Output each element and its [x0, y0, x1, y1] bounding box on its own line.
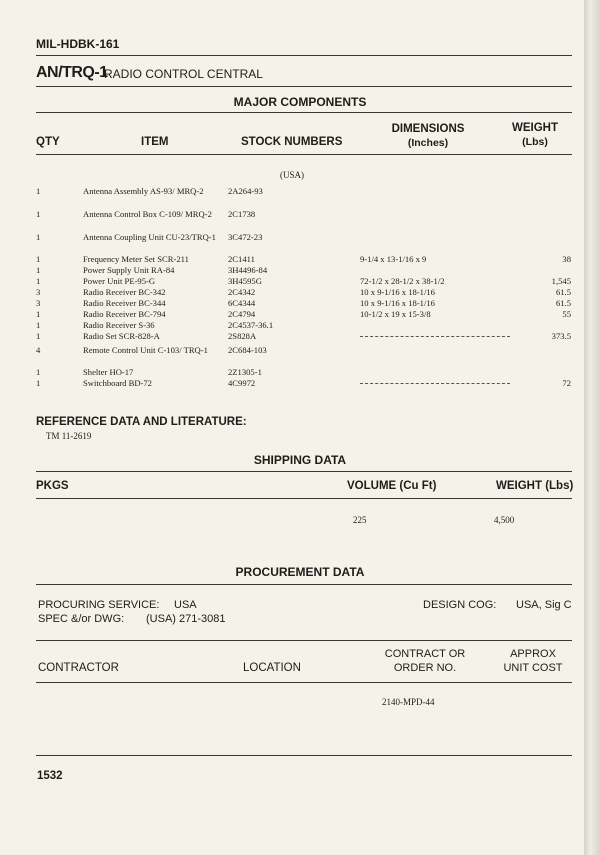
qty-cell: 1: [36, 232, 41, 242]
col-shipping-weight-header: WEIGHT (Lbs): [496, 480, 574, 492]
col-contract-header-1: CONTRACT OR: [384, 648, 466, 660]
weight-cell: 38: [562, 254, 571, 264]
item-cell: Radio Receiver BC-342: [83, 287, 166, 297]
procurement-heading: PROCUREMENT DATA: [235, 565, 365, 579]
weight-cell: 1,545: [551, 276, 571, 286]
item-cell: Power Unit PE-95-G: [83, 276, 156, 286]
qty-cell: 1: [36, 378, 41, 388]
weight-cell: 55: [562, 309, 571, 319]
major-components-heading: MAJOR COMPONENTS: [233, 95, 367, 109]
col-pkgs-header: PKGS: [36, 480, 69, 492]
item-cell: Antenna Assembly AS-93/ MRQ-2: [83, 186, 204, 196]
col-location-header: LOCATION: [243, 662, 301, 674]
dashed-leader: [360, 331, 510, 337]
col-volume-header: VOLUME (Cu Ft): [347, 480, 437, 492]
qty-cell: 1: [36, 367, 41, 377]
stock-number-cell: 2C4537-36.1: [228, 320, 274, 330]
dimensions-cell: 10-1/2 x 19 x 15-3/8: [360, 309, 431, 319]
qty-cell: 1: [36, 265, 41, 275]
col-contract-header-2: ORDER NO.: [393, 662, 457, 674]
qty-cell: 1: [36, 320, 41, 330]
stock-number-cell: 3H4595G: [228, 276, 262, 286]
qty-cell: 3: [36, 287, 41, 297]
dimensions-cell: 72-1/2 x 28-1/2 x 38-1/2: [360, 276, 445, 286]
qty-cell: 1: [36, 186, 41, 196]
col-weight-header: WEIGHT: [512, 122, 558, 134]
item-cell: Antenna Coupling Unit CU-23/TRQ-1: [83, 232, 216, 242]
equipment-title: RADIO CONTROL CENTRAL: [104, 67, 263, 81]
stock-number-cell: 3C472-23: [228, 232, 263, 242]
col-dimensions-header: DIMENSIONS: [391, 123, 465, 135]
service-note: (USA): [280, 170, 304, 180]
item-cell: Shelter HO-17: [83, 367, 134, 377]
stock-number-cell: 2S828A: [228, 331, 257, 341]
spec-label: SPEC &/or DWG:: [38, 613, 125, 625]
qty-cell: 1: [36, 331, 41, 341]
rule: [36, 55, 572, 56]
stock-number-cell: 2C684-103: [228, 345, 267, 355]
col-cost-header-1: APPROX: [510, 648, 556, 660]
stock-number-cell: 2A264-93: [228, 186, 263, 196]
dimensions-cell: 10 x 9-1/16 x 18-1/16: [360, 298, 435, 308]
page-number: 1532: [37, 770, 63, 782]
item-cell: Radio Set SCR-828-A: [83, 331, 160, 341]
item-cell: Antenna Control Box C-109/ MRQ-2: [83, 209, 212, 219]
doc-id: MIL-HDBK-161: [36, 37, 120, 51]
rule: [36, 471, 572, 472]
item-cell: Radio Receiver BC-344: [83, 298, 166, 308]
col-dimensions-unit: (Inches): [407, 137, 449, 149]
stock-number-cell: 6C4344: [228, 298, 256, 308]
col-stock-header: STOCK NUMBERS: [241, 136, 343, 148]
col-contractor-header: CONTRACTOR: [38, 662, 119, 674]
weight-cell: 61.5: [555, 298, 571, 308]
rule: [36, 755, 572, 756]
rule: [36, 682, 572, 683]
page-edge: [584, 0, 600, 855]
shipping-weight: 4,500: [494, 515, 515, 525]
stock-number-cell: 3H4496-84: [228, 265, 268, 275]
stock-number-cell: 2Z1305-1: [228, 367, 262, 377]
stock-number-cell: 2C4342: [228, 287, 256, 297]
qty-cell: 1: [36, 276, 41, 286]
item-cell: Switchboard BD-72: [83, 378, 152, 388]
dimensions-cell: 9-1/4 x 13-1/16 x 9: [360, 254, 427, 264]
item-cell: Power Supply Unit RA-84: [83, 265, 175, 275]
item-cell: Radio Receiver BC-794: [83, 309, 166, 319]
spec-value: (USA) 271-3081: [146, 613, 226, 625]
procuring-service-label: PROCURING SERVICE:: [38, 599, 160, 611]
item-cell: Radio Receiver S-36: [83, 320, 155, 330]
col-qty-header: QTY: [36, 136, 60, 148]
stock-number-cell: 2C1738: [228, 209, 256, 219]
shipping-heading: SHIPPING DATA: [253, 453, 347, 467]
reference-heading: REFERENCE DATA AND LITERATURE:: [36, 416, 247, 428]
shipping-volume: 225: [353, 515, 367, 525]
rule: [36, 498, 572, 499]
stock-number-cell: 2C4794: [228, 309, 256, 319]
procuring-service-value: USA: [174, 599, 197, 611]
rule: [36, 112, 572, 113]
rule: [36, 584, 572, 585]
qty-cell: 1: [36, 254, 41, 264]
reference-item: TM 11-2619: [46, 431, 92, 441]
qty-cell: 3: [36, 298, 41, 308]
contract-number: 2140-MPD-44: [382, 697, 435, 707]
qty-cell: 1: [36, 209, 41, 219]
rule: [36, 640, 572, 641]
model-number: AN/TRQ-1: [36, 64, 108, 81]
col-item-header: ITEM: [141, 136, 169, 148]
col-cost-header-2: UNIT COST: [503, 662, 563, 674]
qty-cell: 1: [36, 309, 41, 319]
dashed-leader: [360, 378, 510, 384]
item-cell: Frequency Meter Set SCR-211: [83, 254, 189, 264]
design-cog-label: DESIGN COG:: [423, 599, 497, 611]
rule: [36, 86, 572, 87]
weight-cell: 72: [562, 378, 571, 388]
rule: [36, 154, 572, 155]
qty-cell: 4: [36, 345, 41, 355]
design-cog-value: USA, Sig C: [516, 599, 572, 611]
stock-number-cell: 2C1411: [228, 254, 255, 264]
stock-number-cell: 4C9972: [228, 378, 256, 388]
weight-cell: 61.5: [555, 287, 571, 297]
item-cell: Remote Control Unit C-103/ TRQ-1: [83, 345, 208, 355]
col-weight-unit: (Lbs): [522, 136, 548, 148]
dimensions-cell: 10 x 9-1/16 x 18-1/16: [360, 287, 435, 297]
weight-cell: 373.5: [551, 331, 571, 341]
